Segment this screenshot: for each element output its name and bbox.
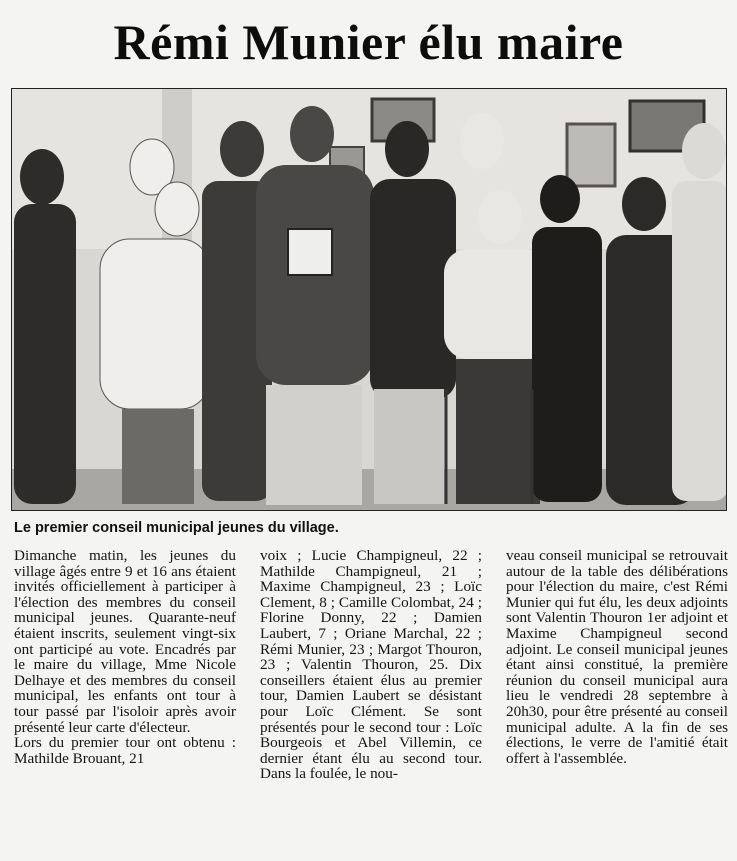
paragraph: voix ; Lucie Champigneul, 22 ; Mathilde Champigneul, 21 ; Maxime Champigneul, 23 ; Loïc Clement, 8 ; Camille Colombat, 24 ; Florine Donny, 22 ; Damien Laubert, 7 ; Oriane Marchal, 22 ; Rémi Munier, 23 ; Margot Thouron, 23 ; Valentin Thouron, 25. Dix conseillers étaient élus au premier tour, Damien Laubert se désistant pour Loïc Clément. Se sont présentés pour le second tour : Loïc Bourgeois et Abel Villemin, ce dernier étant élu au second tour. Dans la foulée, le nou- xyxy=(260,547,482,783)
photo-caption: Le premier conseil municipal jeunes du village. xyxy=(14,520,339,536)
article-column-3 xyxy=(506,548,728,858)
group-photo xyxy=(11,88,727,511)
paragraph: veau conseil municipal se retrouvait autour de la table des délibérations pour l'élection du maire, c'est Rémi Munier qui fut élu, les deux adjoints sont Valentin Thouron 1er adjoint et Maxime Champigneul second adjoint. Le conseil municipal jeunes étant ainsi constitué, la première réunion du conseil municipal aura lieu le vendredi 28 septembre à 20h30, pour être présenté au conseil municipal adulte. A la fin de ses élections, le verre de l'amitié était offert à l'assemblée. xyxy=(506,547,728,767)
article-body xyxy=(14,548,728,858)
article-column-1 xyxy=(14,548,236,858)
paragraph: Lors du premier tour ont obtenu : Mathilde Brouant, 21 xyxy=(14,734,236,767)
article-column-2 xyxy=(260,548,482,858)
headline: Rémi Munier élu maire xyxy=(113,14,624,70)
photo-illustration xyxy=(12,89,727,511)
paragraph: Dimanche matin, les jeunes du village âgés entre 9 et 16 ans étaient invités officiellement à participer à l'élection des membres du conseil municipal jeunes. Quarante-neuf étaient inscrits, seulement vingt-six ont participé au vote. Encadrés par le maire du village, Mme Nicole Delhaye et des membres du conseil municipal, les enfants ont tour à tour passé par l'isoloir après avoir présenté leur carte d'électeur. xyxy=(14,547,236,736)
